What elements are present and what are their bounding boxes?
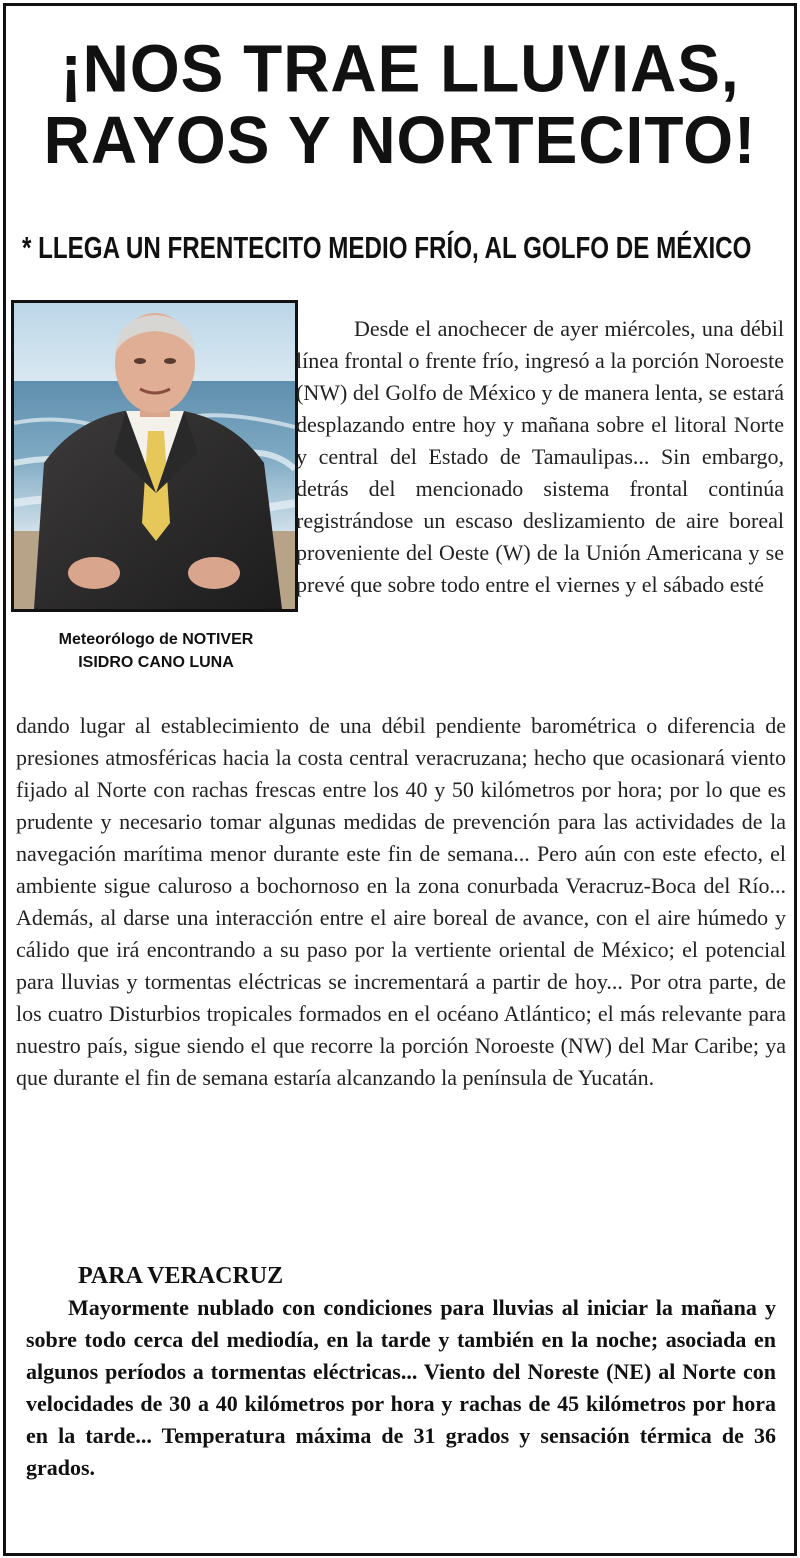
body-paragraph-1: Desde el anochecer de ayer miércoles, una débil línea frontal o frente frío, ingresó a la porción Noroeste (NW) del Golfo de México y de manera lenta, se estará desplazando entre hoy y mañana sobre el litoral Norte y central del Estado de Tamaulipas... Sin embargo, detrás del mencionado sistema frontal continúa registrándose un escaso deslizamiento de aire boreal proveniente del Oeste (W) de la Unión Americana y se prevé que sobre todo entre el viernes y el sábado esté — [296, 316, 784, 597]
headline-line-2: RAYOS Y NORTECITO! — [43, 101, 757, 178]
meteorologist-photo — [11, 300, 298, 612]
body-column-right — [296, 313, 784, 601]
caption-line-2: ISIDRO CANO LUNA — [78, 654, 234, 671]
article-frame — [3, 3, 797, 1556]
forecast-paragraph: Mayormente nublado con condiciones para lluvias al iniciar la mañana y sobre todo cerca del mediodía, en la tarde y también en la noche; asociada en algunos períodos a tormentas eléctricas... Viento del Noreste (NE) al Norte con velocidades de 30 a 40 kilómetros por hora y rachas de 45 kilómetros por hora en la tarde... Temperatura máxima de 31 grados y sensación térmica de 36 grados. — [26, 1295, 776, 1480]
section-title: PARA VERACRUZ — [78, 1263, 284, 1289]
portrait-image — [14, 303, 295, 609]
body-paragraph-2: dando lugar al establecimiento de una débil pendiente barométrica o diferencia de presiones atmosféricas hacia la costa central veracruzana; hecho que ocasionará viento fijado al Norte con rachas frescas entre los 40 y 50 kilómetros por hora; por lo que es prudente y necesario tomar algunas medidas de prevención para las actividades de la navegación marítima menor durante este fin de semana... Pero aún con este efecto, el ambiente sigue caluroso a bochornoso en la zona conurbada Veracruz-Boca del Río... Además, al darse una interacción entre el aire boreal de avance, con el aire húmedo y cálido que irá encontrando a su paso por la vertiente oriental de México; el potencial para lluvias y tormentas eléctricas se incrementará a partir de hoy... Por otra parte, de los cuatro Disturbios tropicales formados en el océano Atlántico; el más relevante para nuestro país, sigue siendo el que recorre la porción Noroeste (NW) del Mar Caribe; ya que durante el fin de semana estaría alcanzando la península de Yucatán. — [16, 713, 786, 1090]
headline — [6, 30, 794, 178]
body-column-full — [16, 710, 786, 1094]
headline-line-1: ¡NOS TRAE LLUVIAS, — [60, 30, 740, 107]
subheadline: * LLEGA UN FRENTECITO MEDIO FRÍO, AL GOLFO DE MÉXICO — [22, 230, 752, 265]
photo-caption — [11, 628, 301, 674]
caption-line-1: Meteorólogo de NOTIVER — [58, 631, 254, 648]
